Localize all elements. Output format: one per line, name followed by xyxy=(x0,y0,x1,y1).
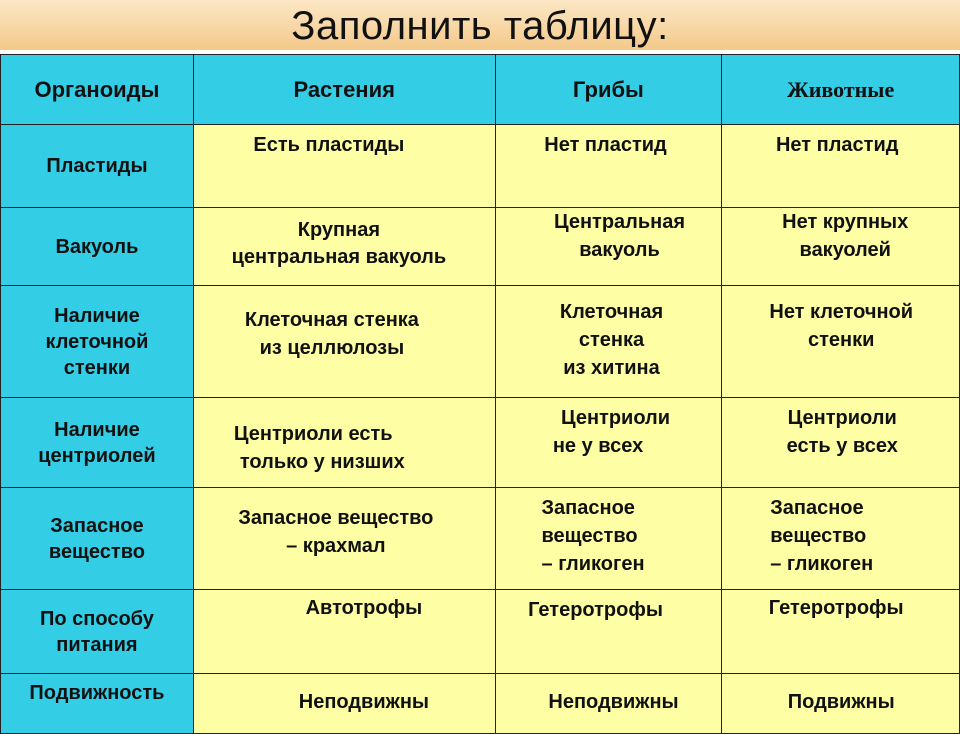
cell-text: – гликоген xyxy=(770,553,874,575)
header-fungi: Грибы xyxy=(495,55,722,125)
cell-fungi-storage xyxy=(495,488,722,590)
cell-fungi-centrioles xyxy=(495,398,722,488)
cell-text: стенки xyxy=(808,329,875,351)
row-label-centrioles xyxy=(1,398,194,488)
comparison-table xyxy=(0,54,960,734)
cell-text: Гетеротрофы xyxy=(528,599,663,621)
cell-text: – крахмал xyxy=(286,535,386,557)
row-label-storage xyxy=(1,488,194,590)
cell-text: есть у всех xyxy=(786,435,898,457)
cell-text: из целлюлозы xyxy=(259,337,405,359)
cell-text: вещество xyxy=(770,525,867,547)
header-plants: Растения xyxy=(193,55,495,125)
cell-text: Центральная xyxy=(553,211,686,233)
cell-plants-cell-wall xyxy=(193,286,495,398)
cell-animals-mobility xyxy=(722,674,960,734)
cell-text: вакуоль xyxy=(579,239,660,261)
cell-text: Неподвижны xyxy=(298,691,429,713)
cell-text: Крупная xyxy=(297,219,381,241)
cell-fungi-plastids xyxy=(495,125,722,208)
cell-text: Нет пластид xyxy=(775,134,899,156)
cell-text: Нет пластид xyxy=(544,134,667,156)
cell-text: Есть пластиды xyxy=(253,134,405,156)
table-row xyxy=(1,674,960,734)
cell-fungi-mobility xyxy=(495,674,722,734)
cell-animals-centrioles xyxy=(722,398,960,488)
table-row xyxy=(1,398,960,488)
cell-text: Нет крупных xyxy=(782,211,909,233)
cell-text: центральная вакуоль xyxy=(231,246,447,268)
cell-text: Запасное xyxy=(541,497,635,519)
table-row xyxy=(1,590,960,674)
table-row xyxy=(1,488,960,590)
row-label-line: Наличие xyxy=(54,304,140,327)
row-label-vacuole: Вакуоль xyxy=(1,208,194,286)
comparison-table-wrap xyxy=(0,54,960,734)
row-label-plastids: Пластиды xyxy=(1,125,194,208)
row-label-line: питания xyxy=(56,633,138,656)
cell-text: из хитина xyxy=(563,357,660,379)
row-label-line: стенки xyxy=(63,356,131,379)
cell-plants-storage xyxy=(193,488,495,590)
cell-text: Автотрофы xyxy=(305,597,423,619)
cell-text: вещество xyxy=(541,525,638,547)
cell-text: Запасное вещество xyxy=(238,507,434,529)
header-animals: Животные xyxy=(722,55,960,125)
cell-text: Подвижны xyxy=(787,691,895,713)
row-label-cell-wall xyxy=(1,286,194,398)
cell-animals-vacuole xyxy=(722,208,960,286)
row-label-line: вещество xyxy=(48,540,145,563)
row-label-nutrition xyxy=(1,590,194,674)
header-organoids: Органоиды xyxy=(1,55,194,125)
cell-text: только у низших xyxy=(239,451,405,473)
cell-plants-vacuole xyxy=(193,208,495,286)
cell-animals-cell-wall xyxy=(722,286,960,398)
cell-text: Центриоли xyxy=(787,407,897,429)
row-label-line: По способу xyxy=(40,607,154,630)
cell-text: Клеточная стенка xyxy=(244,309,419,331)
cell-text: Запасное xyxy=(770,497,864,519)
cell-plants-nutrition xyxy=(193,590,495,674)
cell-fungi-cell-wall xyxy=(495,286,722,398)
table-row xyxy=(1,125,960,208)
cell-text: стенка xyxy=(578,329,645,351)
cell-text: Гетеротрофы xyxy=(768,597,904,619)
cell-animals-storage xyxy=(722,488,960,590)
header-row xyxy=(1,55,960,125)
cell-fungi-nutrition xyxy=(495,590,722,674)
cell-fungi-vacuole xyxy=(495,208,722,286)
row-label-line: Запасное xyxy=(50,514,144,537)
cell-text: – гликоген xyxy=(541,553,645,575)
cell-text: Центриоли есть xyxy=(233,423,393,445)
table-row xyxy=(1,208,960,286)
cell-animals-plastids xyxy=(722,125,960,208)
cell-text: вакуолей xyxy=(799,239,891,261)
row-label-line: Наличие xyxy=(54,418,140,441)
cell-plants-plastids xyxy=(193,125,495,208)
cell-plants-centrioles xyxy=(193,398,495,488)
cell-plants-mobility xyxy=(193,674,495,734)
cell-text: Нет клеточной xyxy=(769,301,914,323)
page-title: Заполнить таблицу: xyxy=(291,4,669,48)
cell-animals-nutrition xyxy=(722,590,960,674)
row-label-line: центриолей xyxy=(38,444,156,467)
row-label-line: клеточной xyxy=(45,330,149,353)
cell-text: Неподвижны xyxy=(548,691,679,713)
row-label-mobility: Подвижность xyxy=(1,674,194,734)
cell-text: не у всех xyxy=(552,435,644,457)
table-row xyxy=(1,286,960,398)
cell-text: Клеточная xyxy=(559,301,664,323)
cell-text: Центриоли xyxy=(560,407,671,429)
